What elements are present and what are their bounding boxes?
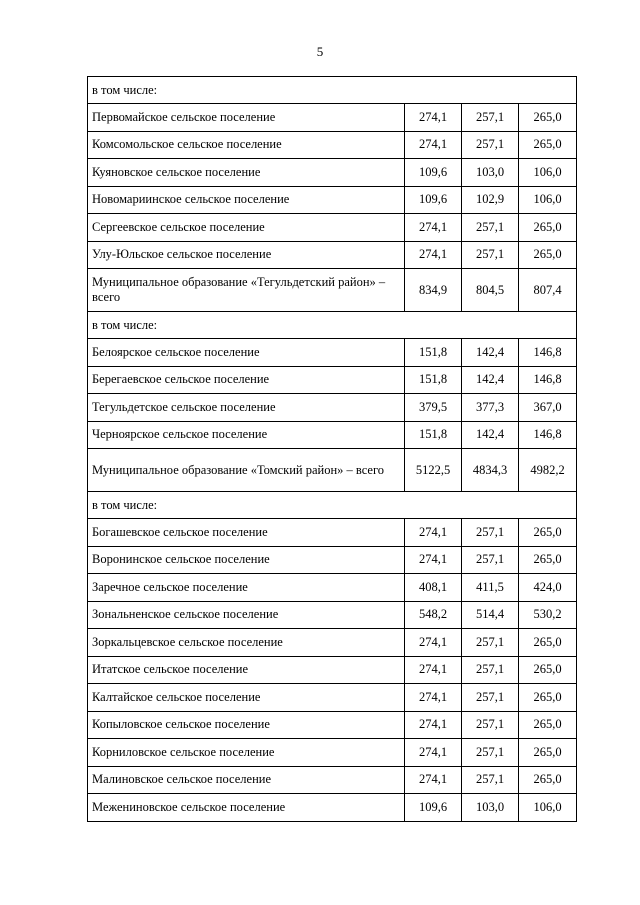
table-row	[88, 131, 577, 159]
subheader-label: в том числе:	[88, 312, 577, 339]
value-cell-3: 106,0	[519, 159, 577, 187]
value-cell-2: 257,1	[462, 629, 519, 657]
subheader-row	[88, 77, 577, 104]
budget-table	[87, 76, 577, 822]
value-cell-1: 274,1	[405, 684, 462, 712]
value-cell-1: 834,9	[405, 269, 462, 312]
value-cell-2: 257,1	[462, 241, 519, 269]
value-cell-3: 4982,2	[519, 449, 577, 492]
value-cell-2: 142,4	[462, 366, 519, 394]
value-cell-3: 146,8	[519, 339, 577, 367]
table-row	[88, 794, 577, 822]
value-cell-1: 274,1	[405, 241, 462, 269]
settlement-name: Первомайское сельское поселение	[88, 104, 405, 132]
settlement-name: Сергеевское сельское поселение	[88, 214, 405, 242]
table-row	[88, 159, 577, 187]
value-cell-2: 514,4	[462, 601, 519, 629]
settlement-name: Зоркальцевское сельское поселение	[88, 629, 405, 657]
settlement-name: Белоярское сельское поселение	[88, 339, 405, 367]
value-cell-1: 274,1	[405, 656, 462, 684]
table-row	[88, 656, 577, 684]
value-cell-1: 109,6	[405, 186, 462, 214]
district-total-row	[88, 269, 577, 312]
value-cell-2: 257,1	[462, 739, 519, 767]
value-cell-1: 274,1	[405, 104, 462, 132]
table-row	[88, 186, 577, 214]
table-row	[88, 241, 577, 269]
value-cell-3: 265,0	[519, 711, 577, 739]
table-row	[88, 546, 577, 574]
value-cell-3: 265,0	[519, 131, 577, 159]
value-cell-2: 142,4	[462, 339, 519, 367]
value-cell-2: 103,0	[462, 794, 519, 822]
settlement-name: Муниципальное образование «Томский район» – всего	[88, 449, 405, 492]
value-cell-3: 265,0	[519, 656, 577, 684]
value-cell-2: 257,1	[462, 711, 519, 739]
value-cell-2: 411,5	[462, 574, 519, 602]
value-cell-3: 146,8	[519, 366, 577, 394]
settlement-name: Воронинское сельское поселение	[88, 546, 405, 574]
settlement-name: Берегаевское сельское поселение	[88, 366, 405, 394]
value-cell-1: 274,1	[405, 214, 462, 242]
value-cell-2: 257,1	[462, 656, 519, 684]
value-cell-2: 103,0	[462, 159, 519, 187]
value-cell-3: 265,0	[519, 519, 577, 547]
table-row	[88, 574, 577, 602]
table-row	[88, 366, 577, 394]
value-cell-3: 265,0	[519, 739, 577, 767]
district-total-row	[88, 449, 577, 492]
subheader-label: в том числе:	[88, 492, 577, 519]
table-row	[88, 629, 577, 657]
page-number: 5	[316, 44, 324, 59]
value-cell-3: 265,0	[519, 766, 577, 794]
value-cell-2: 102,9	[462, 186, 519, 214]
table-row	[88, 766, 577, 794]
table-row	[88, 519, 577, 547]
settlement-name: Муниципальное образование «Тегульдетский район» – всего	[88, 269, 405, 312]
value-cell-1: 548,2	[405, 601, 462, 629]
value-cell-1: 151,8	[405, 339, 462, 367]
subheader-row	[88, 492, 577, 519]
table-row	[88, 601, 577, 629]
value-cell-1: 5122,5	[405, 449, 462, 492]
value-cell-3: 265,0	[519, 104, 577, 132]
value-cell-2: 804,5	[462, 269, 519, 312]
value-cell-3: 265,0	[519, 241, 577, 269]
value-cell-1: 274,1	[405, 131, 462, 159]
settlement-name: Калтайское сельское поселение	[88, 684, 405, 712]
settlement-name: Улу-Юльское сельское поселение	[88, 241, 405, 269]
value-cell-3: 146,8	[519, 421, 577, 449]
settlement-name: Копыловское сельское поселение	[88, 711, 405, 739]
value-cell-1: 109,6	[405, 794, 462, 822]
settlement-name: Итатское сельское поселение	[88, 656, 405, 684]
value-cell-3: 265,0	[519, 684, 577, 712]
value-cell-2: 257,1	[462, 684, 519, 712]
value-cell-1: 151,8	[405, 421, 462, 449]
value-cell-2: 257,1	[462, 519, 519, 547]
settlement-name: Новомариинское сельское поселение	[88, 186, 405, 214]
value-cell-1: 274,1	[405, 629, 462, 657]
subheader-label: в том числе:	[88, 77, 577, 104]
settlement-name: Заречное сельское поселение	[88, 574, 405, 602]
value-cell-1: 274,1	[405, 519, 462, 547]
table-row	[88, 684, 577, 712]
subheader-row	[88, 312, 577, 339]
value-cell-3: 265,0	[519, 629, 577, 657]
value-cell-3: 265,0	[519, 546, 577, 574]
value-cell-2: 257,1	[462, 546, 519, 574]
table-body	[88, 77, 577, 822]
value-cell-3: 424,0	[519, 574, 577, 602]
value-cell-1: 408,1	[405, 574, 462, 602]
settlement-name: Межениновское сельское поселение	[88, 794, 405, 822]
value-cell-2: 257,1	[462, 104, 519, 132]
table-row	[88, 214, 577, 242]
value-cell-1: 274,1	[405, 546, 462, 574]
settlement-name: Тегульдетское сельское поселение	[88, 394, 405, 422]
value-cell-1: 109,6	[405, 159, 462, 187]
table-row	[88, 421, 577, 449]
value-cell-2: 4834,3	[462, 449, 519, 492]
value-cell-1: 151,8	[405, 366, 462, 394]
table-row	[88, 739, 577, 767]
table-row	[88, 104, 577, 132]
settlement-name: Комсомольское сельское поселение	[88, 131, 405, 159]
value-cell-3: 106,0	[519, 186, 577, 214]
value-cell-1: 379,5	[405, 394, 462, 422]
value-cell-3: 530,2	[519, 601, 577, 629]
value-cell-2: 257,1	[462, 766, 519, 794]
value-cell-3: 265,0	[519, 214, 577, 242]
table-row	[88, 339, 577, 367]
settlement-name: Куяновское сельское поселение	[88, 159, 405, 187]
value-cell-2: 142,4	[462, 421, 519, 449]
value-cell-3: 106,0	[519, 794, 577, 822]
settlement-name: Корниловское сельское поселение	[88, 739, 405, 767]
value-cell-2: 377,3	[462, 394, 519, 422]
value-cell-3: 807,4	[519, 269, 577, 312]
settlement-name: Богашевское сельское поселение	[88, 519, 405, 547]
settlement-name: Малиновское сельское поселение	[88, 766, 405, 794]
table-row	[88, 394, 577, 422]
value-cell-3: 367,0	[519, 394, 577, 422]
settlement-name: Зональненское сельское поселение	[88, 601, 405, 629]
value-cell-2: 257,1	[462, 214, 519, 242]
value-cell-1: 274,1	[405, 766, 462, 794]
value-cell-1: 274,1	[405, 711, 462, 739]
value-cell-1: 274,1	[405, 739, 462, 767]
settlement-name: Черноярское сельское поселение	[88, 421, 405, 449]
table-row	[88, 711, 577, 739]
value-cell-2: 257,1	[462, 131, 519, 159]
